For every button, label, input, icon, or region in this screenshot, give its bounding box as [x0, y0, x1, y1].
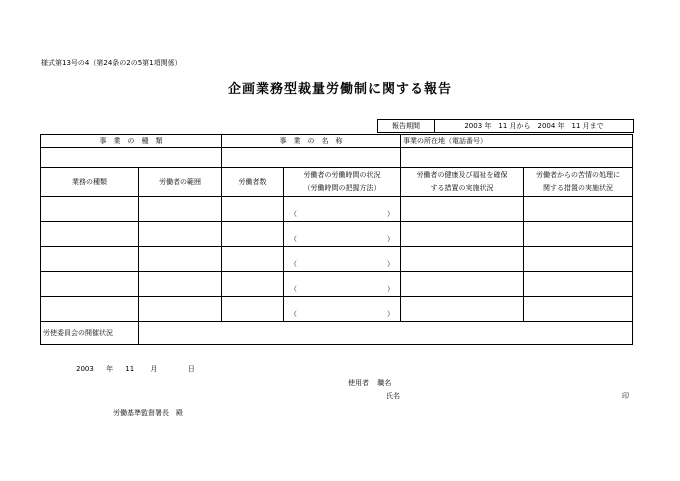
working-hours-cell[interactable] — [284, 272, 401, 297]
employer-title-label: 職名 — [377, 379, 392, 387]
health-measures-cell[interactable] — [401, 247, 524, 272]
paren-close: ） — [387, 310, 394, 318]
health-measures-cell[interactable] — [401, 222, 524, 247]
paren-open: （ — [290, 235, 297, 243]
complaints-header-line1: 労働者からの苦情の処理に — [536, 171, 620, 179]
business-type-field[interactable] — [41, 148, 222, 168]
report-period — [377, 119, 634, 133]
business-name-header: 事 業 の 名 称 — [222, 135, 401, 148]
table-row — [41, 222, 633, 247]
complaints-header — [524, 168, 633, 197]
committee-field[interactable] — [139, 322, 633, 345]
committee-label: 労使委員会の開催状況 — [41, 322, 139, 345]
worker-scope-cell[interactable] — [139, 247, 222, 272]
worker-scope-cell[interactable] — [139, 222, 222, 247]
date-month[interactable]: 11 — [125, 365, 135, 373]
complaints-cell[interactable] — [524, 222, 633, 247]
paren-open: （ — [290, 260, 297, 268]
worker-scope-cell[interactable] — [139, 197, 222, 222]
worker-count-cell[interactable] — [222, 197, 284, 222]
complaints-cell[interactable] — [524, 197, 633, 222]
business-name-field[interactable] — [222, 148, 401, 168]
paren-close: ） — [387, 210, 394, 218]
health-measures-cell[interactable] — [401, 197, 524, 222]
date-year[interactable]: 2003 — [76, 365, 94, 373]
complaints-header-line2: 関する措置の実施状況 — [543, 184, 613, 192]
date-year-unit: 年 — [106, 365, 114, 373]
date-month-unit: 月 — [150, 365, 158, 373]
working-hours-header — [284, 168, 401, 197]
worker-scope-header: 労働者の範囲 — [139, 168, 222, 197]
business-address-field[interactable] — [401, 148, 633, 168]
working-hours-header-line1: 労働者の労働時間の状況 — [303, 171, 381, 179]
working-hours-cell[interactable] — [284, 297, 401, 322]
form-number: 様式第13号の4（第24条の2の5第1項関係） — [41, 59, 182, 67]
work-type-cell[interactable] — [41, 247, 139, 272]
complaints-cell[interactable] — [524, 247, 633, 272]
date-day-unit: 日 — [187, 365, 195, 373]
paren-open: （ — [290, 285, 297, 293]
work-type-cell[interactable] — [41, 197, 139, 222]
worker-count-cell[interactable] — [222, 272, 284, 297]
report-period-label: 報告期間 — [378, 120, 435, 132]
table-row — [41, 297, 633, 322]
work-type-cell[interactable] — [41, 297, 139, 322]
seal-mark: 印 — [622, 392, 629, 400]
health-measures-header — [401, 168, 524, 197]
paren-close: ） — [387, 285, 394, 293]
report-date — [76, 364, 195, 374]
health-header-line1: 労働者の健康及び福祉を確保 — [416, 171, 508, 179]
table-row — [41, 247, 633, 272]
table-row — [41, 272, 633, 297]
addressee: 労働基準監督署長 殿 — [113, 409, 183, 417]
work-type-header: 業務の種類 — [41, 168, 139, 197]
paren-close: ） — [387, 260, 394, 268]
table-row — [41, 197, 633, 222]
working-hours-cell[interactable] — [284, 247, 401, 272]
worker-count-header: 労働者数 — [222, 168, 284, 197]
employer-name-label: 氏名 — [386, 392, 400, 400]
work-type-cell[interactable] — [41, 272, 139, 297]
worker-scope-cell[interactable] — [139, 297, 222, 322]
page-title: 企画業務型裁量労働制に関する報告 — [227, 82, 452, 97]
worker-count-cell[interactable] — [222, 222, 284, 247]
health-measures-cell[interactable] — [401, 272, 524, 297]
working-hours-cell[interactable] — [284, 197, 401, 222]
paren-close: ） — [387, 235, 394, 243]
worker-scope-cell[interactable] — [139, 272, 222, 297]
report-table — [40, 134, 633, 345]
paren-open: （ — [290, 310, 297, 318]
paren-open: （ — [290, 210, 297, 218]
employer-title-line — [348, 378, 391, 388]
worker-count-cell[interactable] — [222, 247, 284, 272]
business-type-header: 事 業 の 種 類 — [41, 135, 222, 148]
working-hours-cell[interactable] — [284, 222, 401, 247]
worker-count-cell[interactable] — [222, 297, 284, 322]
work-type-cell[interactable] — [41, 222, 139, 247]
business-address-header: 事業の所在地（電話番号） — [401, 135, 633, 148]
complaints-cell[interactable] — [524, 272, 633, 297]
working-hours-header-line2: （労働時間の把握方法） — [303, 184, 381, 192]
complaints-cell[interactable] — [524, 297, 633, 322]
employer-label: 使用者 — [348, 379, 369, 387]
health-header-line2: する措置の実施状況 — [430, 184, 494, 192]
health-measures-cell[interactable] — [401, 297, 524, 322]
report-period-value[interactable]: 2003 年 11 月から 2004 年 11 月まで — [464, 122, 604, 130]
